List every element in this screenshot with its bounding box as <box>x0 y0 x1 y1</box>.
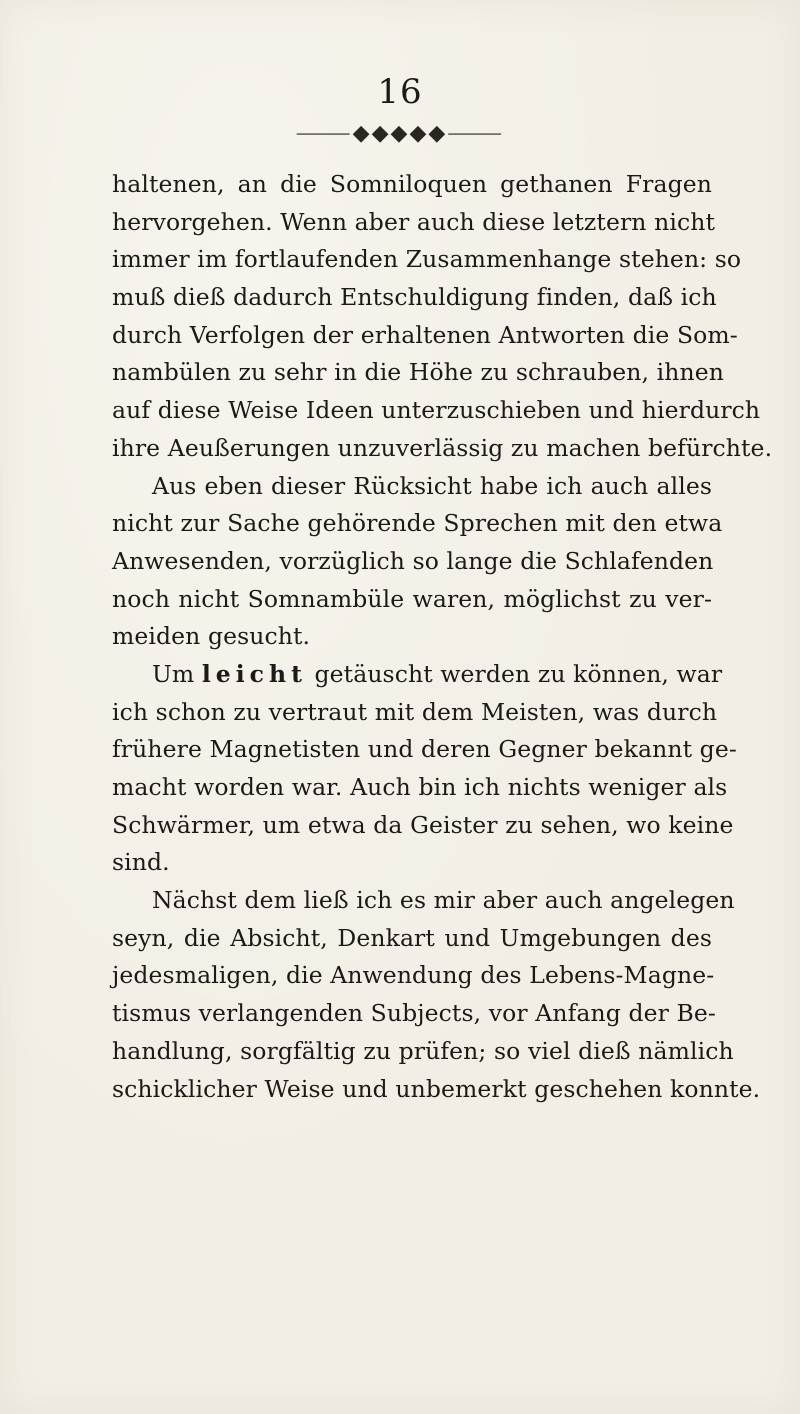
page-number: 16 <box>377 72 423 112</box>
text-line: auf diese Weise Ideen unterzuschieben und hierdurch <box>112 396 761 425</box>
text-line: sind. <box>112 848 170 877</box>
text-line: frühere Magnetisten und deren Gegner bekannt ge- <box>112 735 737 764</box>
body-text <box>112 166 773 1108</box>
line-rest: getäuscht werden zu können, war <box>314 659 723 688</box>
text-line: macht worden war. Auch bin ich nichts weniger als <box>112 773 728 801</box>
text-line: durch Verfolgen der erhaltenen Antworten die Som- <box>112 320 738 349</box>
text-line: ich schon zu vertraut mit dem Meisten, was durch <box>112 697 718 726</box>
text-line: noch nicht Somnambüle waren, möglichst zu ver- <box>112 584 712 613</box>
text-line: tismus verlangenden Subjects, vor Anfang der Be- <box>112 999 716 1028</box>
text-line: nicht zur Sache gehörende Sprechen mit den etwa <box>112 509 723 538</box>
text-line: ihre Aeußerungen unzuverlässig zu machen befürchte. <box>112 433 773 462</box>
text-line-emphasis <box>112 656 723 694</box>
text-line: jedesmaligen, die Anwendung des Lebens-Magne- <box>112 961 715 990</box>
text-line: muß dieß dadurch Entschuldigung finden, daß ich <box>112 283 717 312</box>
text-line: seyn, die Absicht, Denkart und Umgebungen des <box>112 923 712 952</box>
text-line: meiden gesucht. <box>112 622 311 651</box>
word-um: Um <box>152 659 195 688</box>
text-line: handlung, sorgfältig zu prüfen; so viel dieß nämlich <box>112 1036 734 1065</box>
text-line: Anwesenden, vorzüglich so lange die Schlafenden <box>112 546 714 575</box>
text-line: schicklicher Weise und unbemerkt geschehen konnte. <box>112 1074 761 1103</box>
ornament-divider: ⸻◆◆◆◆◆⸻ <box>295 121 505 146</box>
text-line: Aus eben dieser Rücksicht habe ich auch alles <box>152 471 712 500</box>
text-line: Nächst dem ließ ich es mir aber auch angelegen <box>152 886 735 915</box>
text-line: haltenen, an die Somniloquen gethanen Fragen <box>112 170 712 198</box>
text-line: hervorgehen. Wenn aber auch diese letztern nicht <box>112 207 715 236</box>
spaced-word: leicht <box>201 659 307 688</box>
text-line: nambülen zu sehr in die Höhe zu schrauben, ihnen <box>112 358 725 387</box>
text-line: immer im fortlaufenden Zusammenhange stehen: so <box>112 245 742 274</box>
text-line: Schwärmer, um etwa da Geister zu sehen, wo keine <box>112 810 734 839</box>
